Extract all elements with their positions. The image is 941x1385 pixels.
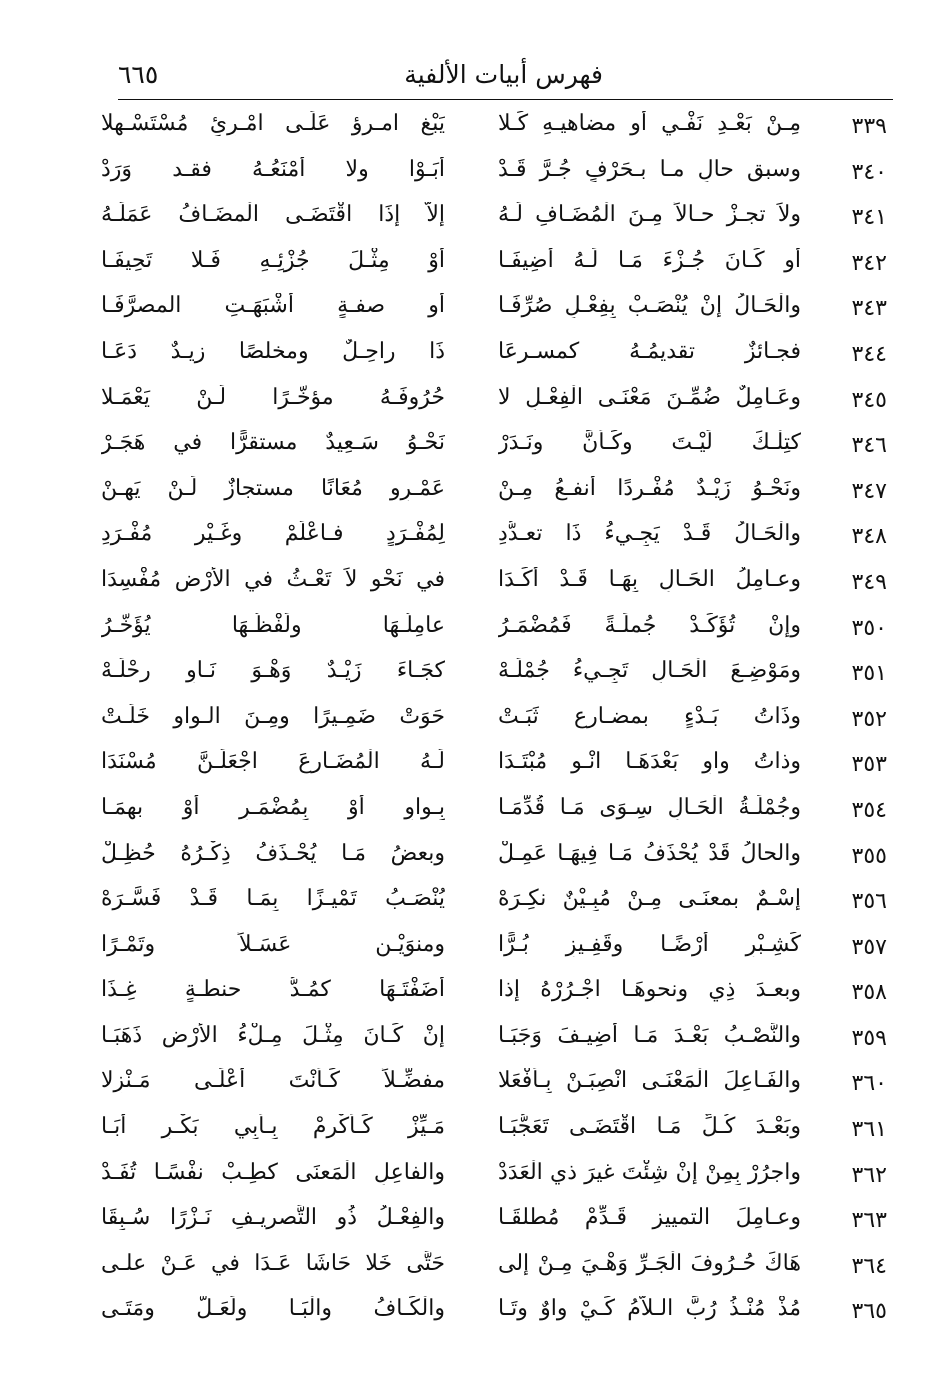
verse-number: ٣٥٩ xyxy=(851,1025,887,1051)
verse-row xyxy=(0,606,941,652)
verse-number: ٣٥٥ xyxy=(851,843,887,869)
verse-second-hemistich: إنْ كَـانَ مِثْـلَ مِـلْءُ الأَرْضِ ذَهَبَـا xyxy=(101,1022,445,1048)
verse-first-hemistich: والنَّصْـبُ بَعْـدَ مَـا أُضِيـفَ وَجَبَـا xyxy=(498,1022,801,1048)
verse-first-hemistich: كَشِـبْرٍ أرْضًـا وقَفِـيزٍ بُـرًّا xyxy=(498,931,801,957)
verse-first-hemistich: ومَوْضِـعَ الْحَـالِ تَجِـيءُ جُمْلَـهْ xyxy=(498,658,801,684)
verse-second-hemistich: ومنوَيْـنِ عَسَـلاً وتَمْـرًا xyxy=(101,931,445,957)
verse-row xyxy=(0,104,941,150)
verse-number: ٣٤٤ xyxy=(851,341,887,367)
verse-first-hemistich: وإنْ تُؤَكِّـدْ جُملَـةً فَمُضْمَـرُ xyxy=(498,612,801,638)
verse-second-hemistich: حُرُوفَـهُ مؤخَّـرًا لَـنْ يَعْمَـلا xyxy=(101,384,445,410)
verse-second-hemistich: حَوَتْ ضَمِـيرًا ومِـنَ الـواوِ خَلَـتْ xyxy=(101,703,445,729)
verse-second-hemistich: كجَـاءَ زَيْـدٌ وَهْـوَ نَـاوٍ رِحْلَـهْ xyxy=(101,658,445,684)
verse-row xyxy=(0,514,941,560)
verse-row xyxy=(0,423,941,469)
verse-row xyxy=(0,195,941,241)
verse-second-hemistich: بِـواوٍ أوْ بِمُضْمَـرٍ أوْ بهمَـا xyxy=(101,794,445,820)
verse-row xyxy=(0,970,941,1016)
verse-first-hemistich: ولاَ تجـزْ حـالاً مِـنَ الْمُضَـافِ لَـهُ xyxy=(498,202,801,228)
verse-second-hemistich: يَبْغِ امـرؤ عَلَـى امْـرِئٍ مُسْتَسْـهِلا xyxy=(101,111,445,136)
header-divider xyxy=(118,99,893,100)
verse-second-hemistich: أو صفـةٍ أشْبَهَـتِ المصرَّفَـا xyxy=(101,293,445,319)
verse-first-hemistich: فجـائزٌ تقديمُـهُ كمسـرعَا xyxy=(498,338,801,364)
verse-second-hemistich: لَـهُ الْمُضَـارِعَ اجْعَلَـنَّ مُسْنَدَا xyxy=(101,749,445,775)
verse-row xyxy=(0,560,941,606)
verse-first-hemistich: وذاتُ واوٍ بَعْدَهَـا انْـوِ مُبْتَـدَا xyxy=(498,749,801,775)
verse-number: ٣٣٩ xyxy=(851,114,887,139)
verse-row xyxy=(0,788,941,834)
verse-second-hemistich: ذَا راحِـلٌ ومخلصًا زيـدٌ دَعَـا xyxy=(101,338,445,364)
verse-row xyxy=(0,241,941,287)
verse-number: ٣٤٣ xyxy=(851,296,887,322)
verse-row xyxy=(0,651,941,697)
verse-second-hemistich: حَتَّى خَلا حَاشَا عَـدَا في عَـنْ علـى xyxy=(101,1250,445,1276)
verse-number: ٣٥٤ xyxy=(851,797,887,823)
verse-number: ٣٦٣ xyxy=(851,1208,887,1234)
verse-second-hemistich: مَـيِّزْ كَـأكْرِمْ بِـأَبِي بَكْـرٍ أبَـا xyxy=(101,1114,445,1140)
verse-first-hemistich: وذَاتُ بَـدْءٍ بمضـارِعٍ ثَبَـتْ xyxy=(498,703,801,729)
verse-number: ٣٦٢ xyxy=(851,1162,887,1188)
verse-second-hemistich: عامِلُـهَا ولَفْظُـهَا يُؤَخَّـرُ xyxy=(101,612,445,638)
verse-number: ٣٦٠ xyxy=(851,1071,887,1097)
verse-first-hemistich: والفَـاعِلَ الْمَعْنَـى انْصِبَـنْ بِـأفْعَلا xyxy=(498,1068,801,1094)
verse-second-hemistich: إلاَّ إذَا اقْتَضَـى الْمضَـافُ عَمَلَـهُ xyxy=(101,202,445,228)
verse-row xyxy=(0,879,941,925)
verse-number: ٣٥٠ xyxy=(851,615,887,641)
verse-number: ٣٦١ xyxy=(851,1117,887,1143)
verse-first-hemistich: وجُمْلَـةُ الْحَـالِ سِـوَى مَـا قُدِّمَـا xyxy=(498,794,801,820)
page-title: فهرس أبيات الألفية xyxy=(404,60,603,89)
verse-second-hemistich: لِمُفْـرَدٍ فـاعْلَمْ وغَـيْرِ مُفْـرَدِ xyxy=(101,521,445,547)
verse-first-hemistich: كتِلْـكَ لَيْـتَ وكَـأنَّ ونَـدَرْ xyxy=(498,430,801,456)
verse-number: ٣٤١ xyxy=(851,205,887,231)
verse-number: ٣٥٣ xyxy=(851,752,887,778)
verse-row xyxy=(0,742,941,788)
page-number: ٦٦٥ xyxy=(118,60,159,89)
verse-first-hemistich: والْحَـالُ قَـدْ يَجِـيءُ ذَا تعـدُّدِ xyxy=(498,521,801,547)
verse-second-hemistich: والفِعْـلُ ذُو التَّصريـفِ نَـزْرًا سُـبِقَا xyxy=(101,1205,445,1231)
verse-second-hemistich: مفضِّـلاً كَـأَنْتَ أعْلَـى مَـنْزِلا xyxy=(101,1068,445,1094)
verse-number: ٣٥١ xyxy=(851,661,887,687)
verse-first-hemistich: إسْـمٌ بمعنَـى مِـنْ مُبِـيْنٌ نكِـرَهْ xyxy=(498,886,801,912)
verse-first-hemistich: واجرُرْ بِمِنْ إنْ شِئْتَ غيرَ ذي الْعَدَدْ xyxy=(498,1159,801,1185)
verse-row xyxy=(0,378,941,424)
verse-first-hemistich: وبعـدَ ذِي ونحوِهَـا اجْـرُرْهُ إذا xyxy=(498,977,801,1003)
verse-number: ٣٤٠ xyxy=(851,159,887,185)
verse-row xyxy=(0,1061,941,1107)
verse-second-hemistich: أبَـوْا ولا أمْنَعُـهُ فقـد وَرَدْ xyxy=(101,156,445,182)
verse-first-hemistich: والْحَـالُ إنْ يُنْصَـبْ بِفِعْـلٍ صُرِّفَـا xyxy=(498,293,801,319)
verse-row xyxy=(0,1153,941,1199)
verse-second-hemistich: والفاعِلِ الْمَعنَى كطِـبْ نفْسًـا تُفَـدْ xyxy=(101,1159,445,1185)
verse-row xyxy=(0,1289,941,1335)
verse-first-hemistich: مِـنْ بَعْـدِ نَفْـيٍ أو مضاهيـهِ كَـلا xyxy=(498,111,801,136)
verse-number: ٣٥٢ xyxy=(851,706,887,732)
verse-first-hemistich: وبَعْـدَ كُـلِّ مَـا اقْتَضَـى تَعَجُّبَـا xyxy=(498,1114,801,1140)
verse-row xyxy=(0,332,941,378)
verse-index-list xyxy=(0,104,941,1335)
verse-second-hemistich: في نَحْوِ لاَ تَعْـثُ في الأَرْضِ مُفْسِدَا xyxy=(101,566,445,592)
verse-first-hemistich: وعـامِلُ الحَـالِ بِهَـا قَـدْ أُكِّـدَا xyxy=(498,566,801,592)
verse-first-hemistich: وعَـامِلٌ ضُمِّـنَ مَعْنَـى الْفِعْـلِ لا xyxy=(498,384,801,410)
verse-row xyxy=(0,469,941,515)
verse-row xyxy=(0,697,941,743)
verse-first-hemistich: والحالُ قَدْ يُحْذَفُ مَـا فِيهَـا عَمِـلْ xyxy=(498,840,801,866)
verse-row xyxy=(0,1244,941,1290)
verse-first-hemistich: هَاكَ حُـرُوفَ الْجَـرِّ وَهْـيَ مِـنْ إلى xyxy=(498,1250,801,1276)
verse-second-hemistich: وبعضُ مَـا يُحْـذَفُ ذِكْـرُهُ حُظِـلْ xyxy=(101,840,445,866)
verse-row xyxy=(0,834,941,880)
verse-row xyxy=(0,1107,941,1153)
verse-number: ٣٥٨ xyxy=(851,980,887,1006)
verse-row xyxy=(0,1198,941,1244)
verse-first-hemistich: ونَحْـوُ زَيْـدٌ مُفْـردًا أنفـعُ مِـنْ xyxy=(498,475,801,501)
verse-number: ٣٤٧ xyxy=(851,478,887,504)
verse-second-hemistich: أوْ مِثْـلَ جُزْئِـهِ فَـلا تَحِيفَـا xyxy=(101,247,445,273)
verse-second-hemistich: يُنْصَـبُ تَمْيـزًا بِمَـا قَـدْ فَسَّـرَهْ xyxy=(101,886,445,912)
verse-row xyxy=(0,286,941,332)
verse-number: ٣٤٥ xyxy=(851,387,887,413)
verse-second-hemistich: عَمْـرٍو مُعَانًا مستجازٌ لَـنْ يَهِـنْ xyxy=(101,475,445,501)
verse-first-hemistich: وعـامِلَ التمييزِ قَـدِّمْ مُطلقَـا xyxy=(498,1205,801,1231)
verse-number: ٣٤٦ xyxy=(851,433,887,459)
verse-second-hemistich: نَحْـوُ سَـعِيدٌ مستقرًّا في هَجَـرْ xyxy=(101,430,445,456)
verse-second-hemistich: أضَفْتَـهَا كمُـدُّ حنطـةٍ غِـذَا xyxy=(101,977,445,1003)
verse-number: ٣٤٩ xyxy=(851,569,887,595)
verse-number: ٣٦٤ xyxy=(851,1253,887,1279)
verse-first-hemistich: أو كَـانَ جُـزْءَ مَـا لَـهُ أُضِيفَـا xyxy=(498,247,801,273)
verse-row xyxy=(0,925,941,971)
page-header xyxy=(118,58,893,98)
verse-number: ٣٤٢ xyxy=(851,250,887,276)
verse-row xyxy=(0,1016,941,1062)
verse-row xyxy=(0,150,941,196)
verse-first-hemistich: مُذْ مُنْـذُ رُبَّ الـلاَّمُ كَـيْ واوٌ وتَـا xyxy=(498,1296,801,1322)
verse-number: ٣٥٧ xyxy=(851,934,887,960)
verse-first-hemistich: وسبق حالٍ مـا بـحَرْفٍ جُـرَّ قَـدْ xyxy=(498,156,801,182)
verse-second-hemistich: والْكَـافُ والْبَـا ولَعَـلَّ ومَتَـى xyxy=(101,1296,445,1322)
verse-number: ٣٦٥ xyxy=(851,1299,887,1325)
verse-number: ٣٥٦ xyxy=(851,889,887,915)
verse-number: ٣٤٨ xyxy=(851,524,887,550)
